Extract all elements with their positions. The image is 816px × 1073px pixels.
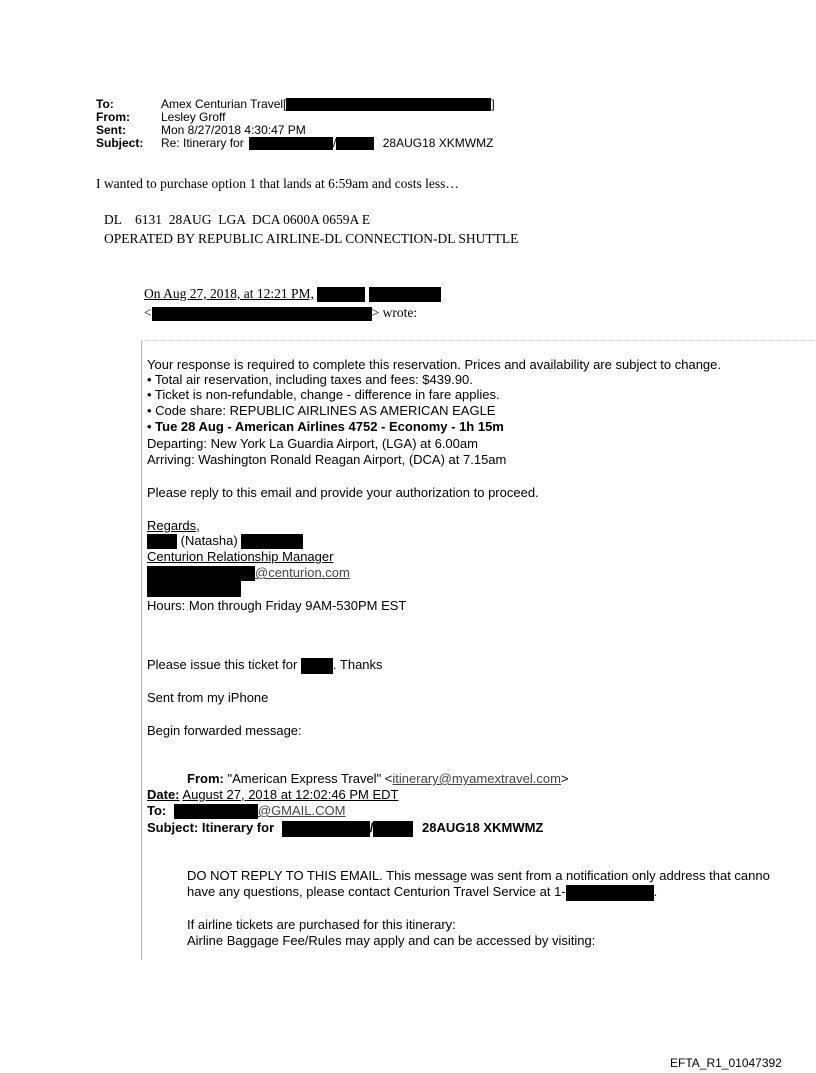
to-value: Amex Centurian Travel[ (161, 97, 287, 111)
signature-title: Centurion Relationship Manager (147, 549, 334, 564)
redaction-box (317, 287, 365, 302)
quote-intro-close: > wrote: (371, 305, 418, 320)
redaction-box (286, 98, 491, 111)
reply-prompt: Please reply to this email and provide your authorization to proceed. (147, 485, 539, 500)
forwarded-subject-slash: / (369, 820, 374, 835)
from-value: Lesley Groff (161, 110, 226, 124)
subject-slash: / (333, 136, 337, 150)
flight-bullet: • Tue 28 Aug - American Airlines 4752 - Economy - 1h 15m (147, 419, 504, 434)
forwarded-date-row (147, 787, 399, 802)
quote-intro-date: On Aug 27, 2018, at 12:21 PM, (144, 286, 314, 301)
redaction-box (301, 658, 333, 674)
redaction-box (566, 885, 654, 901)
reply-text: I wanted to purchase option 1 that lands at 6:59am and costs less… (96, 176, 459, 191)
redaction-box (174, 804, 258, 819)
notice-line2 (187, 884, 657, 901)
bullet-item: • Code share: REPUBLIC AIRLINES AS AMERICAN EAGLE (147, 403, 496, 418)
forwarded-date-label: Date: (147, 787, 180, 802)
redaction-box (152, 307, 372, 321)
redaction-box (241, 534, 303, 549)
header-sent-row (96, 124, 306, 136)
subject-suffix: 28AUG18 XKMWMZ (382, 136, 494, 150)
forwarded-from-email-link[interactable]: itinerary@myamextravel.com (392, 771, 561, 786)
redaction-box (282, 821, 370, 837)
redaction-box (336, 137, 374, 150)
header-to-row (96, 98, 495, 111)
notice-line2-suffix: . (653, 884, 658, 899)
quote-intro-open: < (144, 305, 152, 320)
forwarded-to-label: To: (147, 803, 167, 818)
signature-email-link[interactable]: @centurion.com (255, 565, 350, 580)
subject-prefix: Re: Itinerary for (161, 136, 244, 150)
hours-line: Hours: Mon through Friday 9AM-530PM EST (147, 598, 407, 613)
forwarded-date-value: August 27, 2018 at 12:02:46 PM EDT (182, 787, 399, 802)
redaction-box (369, 287, 441, 302)
header-subject-row (96, 137, 493, 150)
redaction-box (249, 137, 333, 150)
notice-line1: DO NOT REPLY TO THIS EMAIL. This message was sent from a notification only address that canno (187, 868, 770, 883)
forwarded-subject-label: Subject: Itinerary for (147, 820, 275, 835)
forwarded-to-row (147, 803, 345, 819)
redaction-box (147, 566, 255, 581)
forwarded-subject-suffix: 28AUG18 XKMWMZ (422, 820, 544, 835)
quote-divider (141, 340, 816, 341)
notice-line2-prefix: have any questions, please contact Centurion Travel Service at 1- (187, 884, 566, 899)
quote-border (141, 340, 142, 960)
issue-suffix: . Thanks (332, 657, 383, 672)
operated-line: OPERATED BY REPUBLIC AIRLINE-DL CONNECTION-DL SHUTTLE (104, 231, 519, 246)
sent-label: Sent: (96, 123, 126, 137)
header-from-row (96, 111, 225, 123)
begin-forwarded-line: Begin forwarded message: (147, 723, 302, 738)
departing-line: Departing: New York La Guardia Airport, (LGA) at 6.00am (147, 436, 478, 451)
redaction-box (147, 581, 241, 597)
sent-value: Mon 8/27/2018 4:30:47 PM (161, 123, 306, 137)
forwarded-from-value: "American Express Travel" < (227, 771, 393, 786)
issue-prefix: Please issue this ticket for (147, 657, 298, 672)
to-close: ] (491, 97, 495, 111)
signature-email-row (147, 565, 350, 581)
forwarded-from-row (187, 771, 569, 786)
arriving-line: Arriving: Washington Ronald Reagan Airport, (DCA) at 7.15am (147, 452, 507, 467)
document-id: EFTA_R1_01047392 (670, 1056, 782, 1070)
forwarded-from-label: From: (187, 771, 224, 786)
baggage-line2: Airline Baggage Fee/Rules may apply and can be accessed by visiting: (187, 933, 596, 948)
subject-label: Subject: (96, 136, 144, 150)
baggage-line1: If airline tickets are purchased for this itinerary: (187, 917, 456, 932)
bullet-item: • Total air reservation, including taxes and fees: $439.90. (147, 372, 473, 387)
regards-line: Regards, (147, 518, 200, 533)
signature-name: (Natasha) (180, 533, 238, 548)
forwarded-subject-row (147, 820, 543, 837)
to-label: To: (96, 97, 114, 111)
flight-line: DL 6131 28AUG LGA DCA 0600A 0659A E (104, 212, 371, 227)
from-label: From: (96, 110, 130, 124)
issue-line (147, 657, 383, 674)
redaction-block (147, 581, 241, 597)
forwarded-to-email-link[interactable]: @GMAIL.COM (257, 803, 346, 818)
redaction-box (373, 821, 413, 837)
quote-intro-line2 (144, 304, 417, 321)
response-line: Your response is required to complete this reservation. Prices and availability are subject to change. (147, 357, 721, 372)
quote-intro-line1 (144, 285, 441, 302)
signature-name-row (147, 533, 303, 549)
sent-from-line: Sent from my iPhone (147, 690, 269, 705)
forwarded-from-close: > (560, 771, 569, 786)
redaction-box (147, 534, 177, 549)
bullet-item: • Ticket is non-refundable, change - difference in fare applies. (147, 387, 500, 402)
